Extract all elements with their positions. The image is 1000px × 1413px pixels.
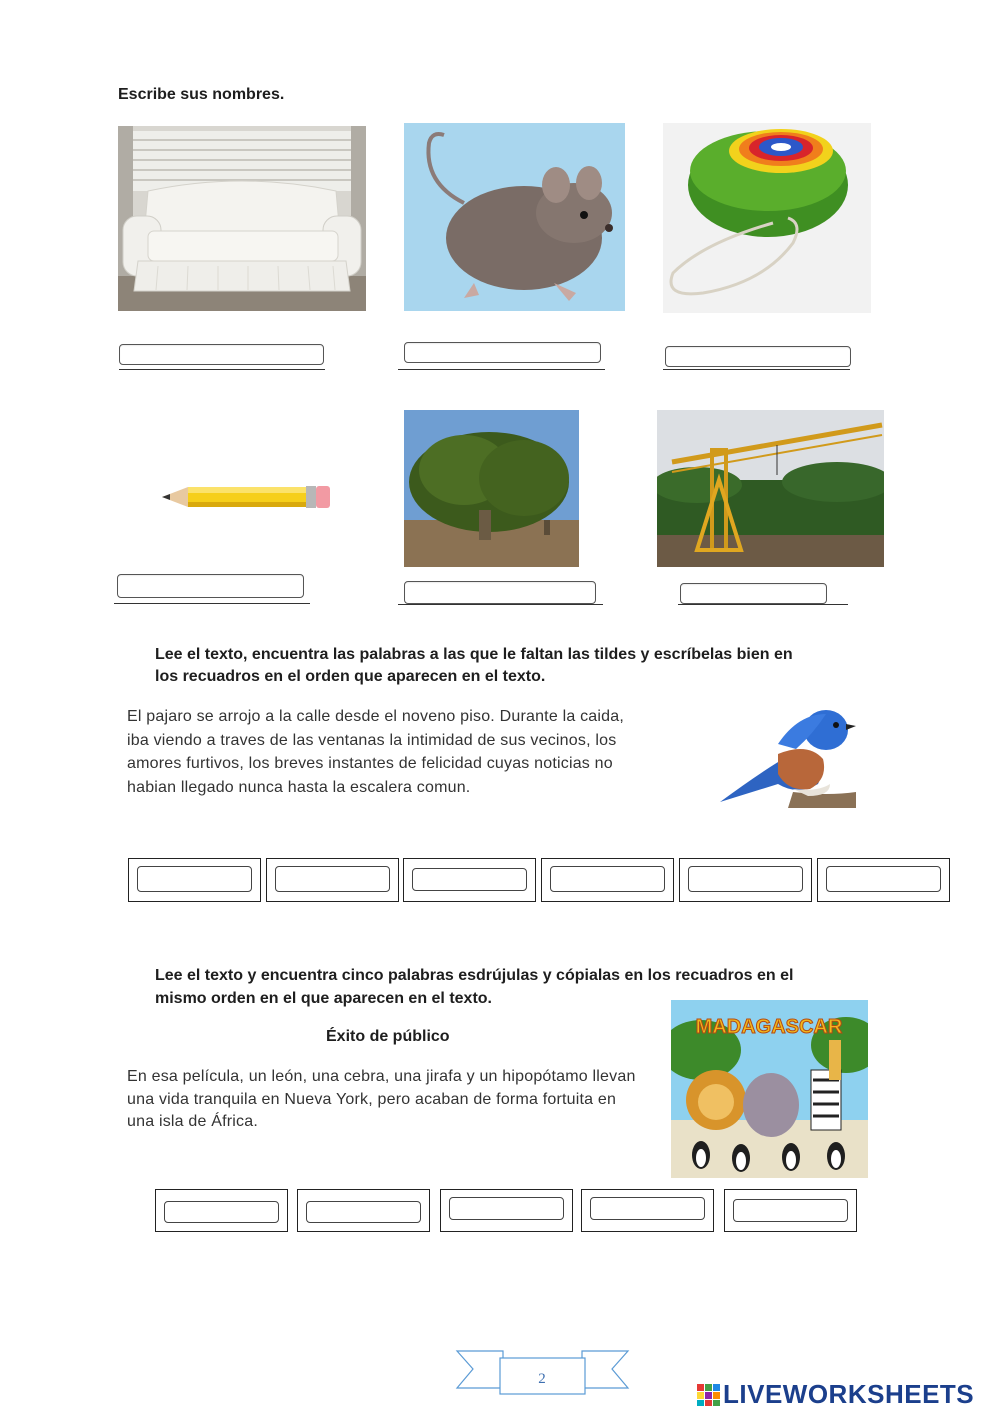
tilde-answer-frame-3 (403, 858, 536, 902)
esdrujula-answer-input-1[interactable] (164, 1201, 279, 1223)
section2-text-line4: habian llegado nunca hasta la escalera comun. (127, 779, 471, 796)
madagascar-poster-image (671, 1000, 868, 1178)
section3-subtitle: Éxito de público (326, 1028, 450, 1045)
tilde-answer-input-2[interactable] (275, 866, 390, 892)
section3-text-line2: una vida tranquila en Nueva York, pero acaban de forma fortuita en (127, 1091, 617, 1108)
tilde-answer-frame-4 (541, 858, 674, 902)
esdrujula-answer-frame-3 (440, 1189, 573, 1232)
tilde-answer-frame-2 (266, 858, 399, 902)
tilde-answer-input-5[interactable] (688, 866, 803, 892)
section2-heading-line2: los recuadros en el orden que aparecen en el texto. (155, 668, 546, 685)
name-input-pencil[interactable] (117, 574, 304, 598)
esdrujula-answer-frame-5 (724, 1189, 857, 1232)
crane-image (657, 410, 884, 567)
underline (398, 604, 603, 605)
liveworksheets-logo-text: LIVEWORKSHEETS (723, 1379, 975, 1409)
bird-image (718, 704, 856, 808)
tilde-answer-input-1[interactable] (137, 866, 252, 892)
esdrujula-answer-input-3[interactable] (449, 1197, 564, 1220)
esdrujula-answer-input-4[interactable] (590, 1197, 705, 1220)
underline (119, 369, 325, 370)
yoyo-image (663, 123, 871, 313)
section3-text-line1: En esa película, un león, una cebra, una jirafa y un hipopótamo llevan (127, 1068, 636, 1085)
name-input-sofa[interactable] (119, 344, 324, 365)
tilde-answer-frame-5 (679, 858, 812, 902)
liveworksheets-logo[interactable] (697, 1379, 997, 1411)
underline (114, 603, 310, 604)
pencil-image (160, 482, 332, 512)
name-input-mouse[interactable] (404, 342, 601, 363)
tilde-answer-input-3[interactable] (412, 868, 527, 891)
esdrujula-answer-frame-4 (581, 1189, 714, 1232)
page-number: 2 (538, 1371, 546, 1387)
tilde-answer-frame-1 (128, 858, 261, 902)
underline (663, 369, 850, 370)
page-number-ribbon (455, 1348, 630, 1398)
poster-title: MADAGASCAR (695, 1016, 843, 1038)
name-input-yoyo[interactable] (665, 346, 851, 367)
esdrujula-answer-input-2[interactable] (306, 1201, 421, 1223)
section3-heading-line1: Lee el texto y encuentra cinco palabras esdrújulas y cópialas en los recuadros en el (155, 967, 794, 984)
esdrujula-answer-input-5[interactable] (733, 1199, 848, 1222)
tilde-answer-frame-6 (817, 858, 950, 902)
tilde-answer-input-6[interactable] (826, 866, 941, 892)
section2-text-line3: amores furtivos, los breves instantes de felicidad cuyas noticias no (127, 755, 613, 772)
section2-heading-line1: Lee el texto, encuentra las palabras a las que le faltan las tildes y escríbelas bien en (155, 646, 793, 663)
esdrujula-answer-frame-2 (297, 1189, 430, 1232)
sofa-image (118, 126, 366, 311)
tree-image (404, 410, 579, 567)
underline (398, 369, 605, 370)
section2-text-line2: iba viendo a traves de las ventanas la intimidad de sus vecinos, los (127, 732, 617, 749)
section3-heading-line2: mismo orden en el que aparecen en el texto. (155, 990, 492, 1007)
esdrujula-answer-frame-1 (155, 1189, 288, 1232)
section1-heading: Escribe sus nombres. (118, 86, 285, 103)
liveworksheets-logo-icon (697, 1384, 721, 1406)
section2-text-line1: El pajaro se arrojo a la calle desde el noveno piso. Durante la caida, (127, 708, 624, 725)
name-input-crane[interactable] (680, 583, 827, 604)
underline (678, 604, 848, 605)
tilde-answer-input-4[interactable] (550, 866, 665, 892)
mouse-image (404, 123, 625, 311)
section3-text-line3: una isla de África. (127, 1113, 258, 1130)
name-input-tree[interactable] (404, 581, 596, 604)
